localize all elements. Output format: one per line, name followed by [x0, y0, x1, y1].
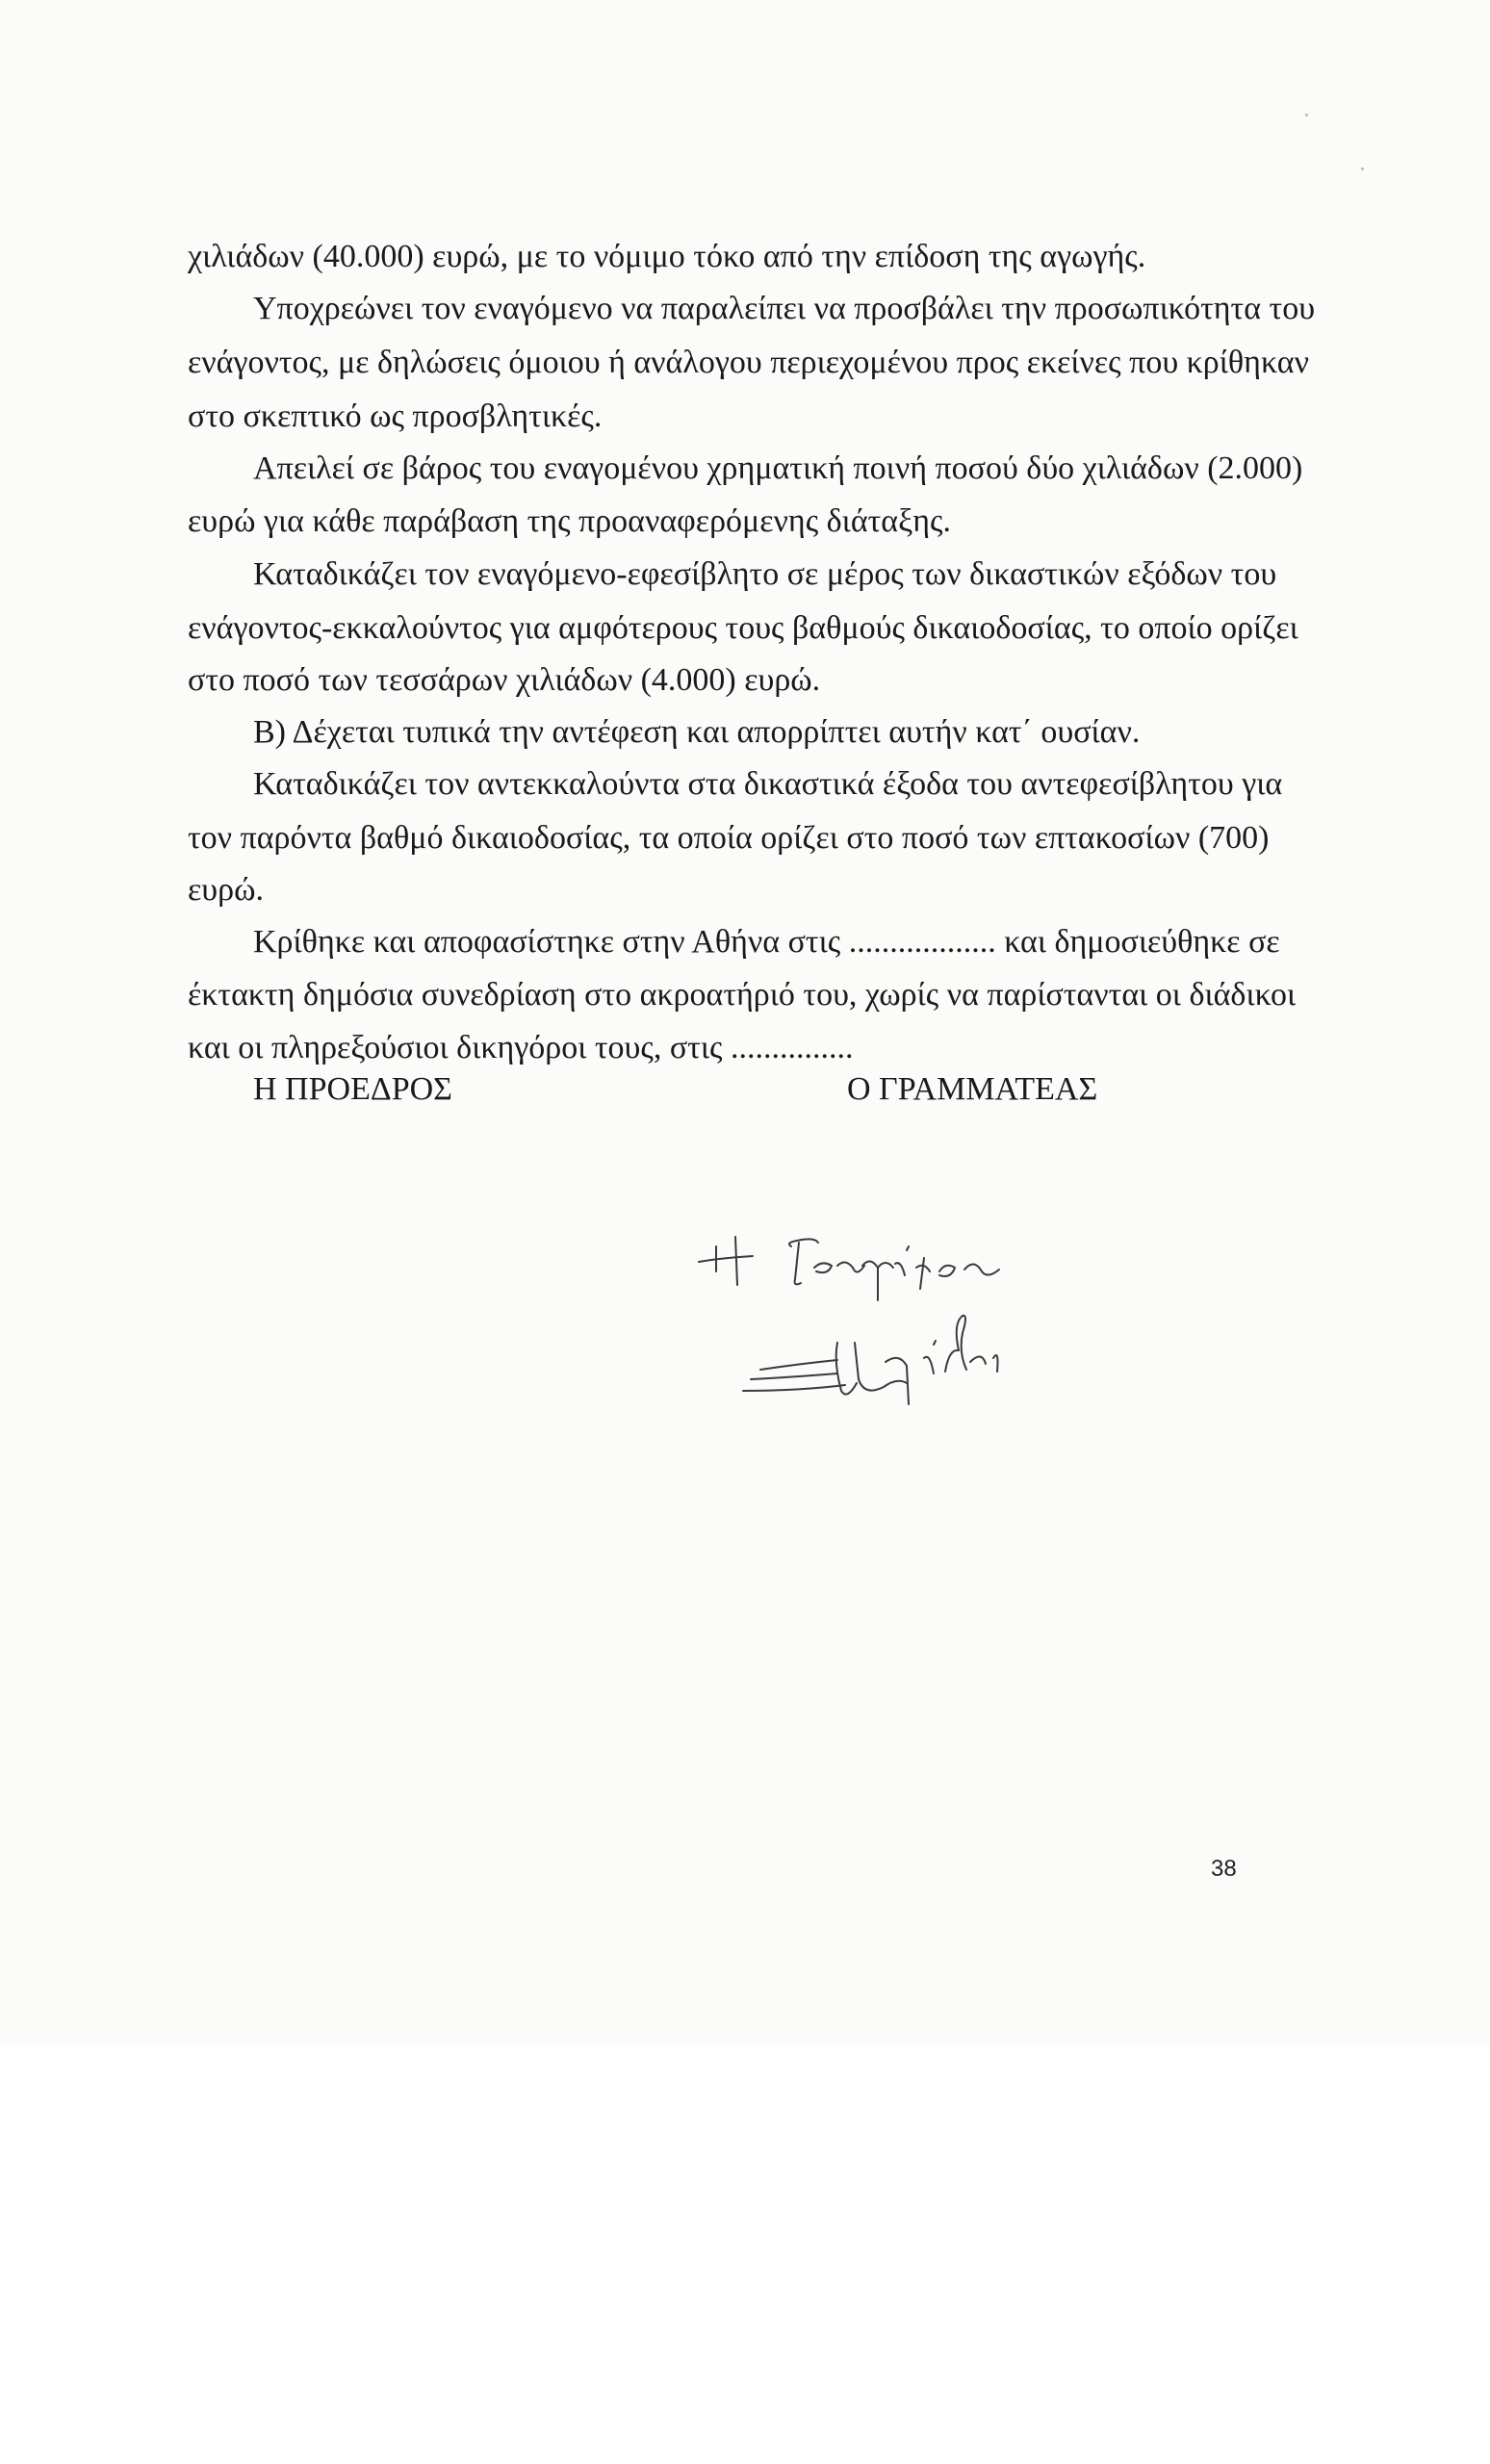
paragraph-line: ευρώ. — [188, 872, 264, 908]
paragraph-line: Απειλεί σε βάρος του εναγομένου χρηματική ποινή ποσού δύο χιλιάδων (2.000) — [253, 450, 1303, 486]
scan-speck — [1361, 167, 1364, 170]
handwritten-signature — [693, 1208, 1174, 1439]
paragraph-line: τον παρόντα βαθμό δικαιοδοσίας, τα οποία ορίζει στο ποσό των επτακοσίων (700) — [188, 820, 1270, 856]
scan-speck — [1305, 114, 1308, 116]
paragraph-line: ευρώ για κάθε παράβαση της προαναφερόμενης διάταξης. — [188, 503, 952, 539]
paragraph-line: χιλιάδων (40.000) ευρώ, με το νόμιμο τόκο από την επίδοση της αγωγής. — [188, 239, 1146, 274]
page-background — [0, 2045, 1490, 2464]
paragraph-line: στο ποσό των τεσσάρων χιλιάδων (4.000) ευρώ. — [188, 662, 821, 698]
paragraph-line: στο σκεπτικό ως προσβλητικές. — [188, 398, 603, 434]
page-number: 38 — [1211, 1856, 1237, 1882]
paragraph-line: Υποχρεώνει τον εναγόμενο να παραλείπει να προσβάλει την προσωπικότητα του — [253, 291, 1316, 326]
paragraph-line: Καταδικάζει τον αντεκκαλούντα στα δικαστικά έξοδα του αντεφεσίβλητου για — [253, 766, 1283, 802]
paragraph-line: Καταδικάζει τον εναγόμενο-εφεσίβλητο σε μέρος των δικαστικών εξόδων του — [253, 556, 1277, 592]
paragraph-line: Β) Δέχεται τυπικά την αντέφεση και απορρίπτει αυτήν κατ΄ ουσίαν. — [253, 714, 1141, 750]
paragraph-line: ενάγοντος, με δηλώσεις όμοιου ή ανάλογου περιεχομένου προς εκείνες που κρίθηκαν — [188, 345, 1309, 380]
president-label: Η ΠΡΟΕΔΡΟΣ — [253, 1071, 452, 1107]
secretary-label: Ο ΓΡΑΜΜΑΤΕΑΣ — [847, 1071, 1098, 1107]
paragraph-line: έκτακτη δημόσια συνεδρίαση στο ακροατήριό του, χωρίς να παρίστανται οι διάδικοι — [188, 977, 1297, 1013]
paragraph-line: Κρίθηκε και αποφασίστηκε στην Αθήνα στις .................. και δημοσιεύθηκε σε — [253, 924, 1280, 960]
paragraph-line: και οι πληρεξούσιοι δικηγόροι τους, στις ............... — [188, 1030, 854, 1065]
paragraph-line: ενάγοντος-εκκαλούντος για αμφότερους τους βαθμούς δικαιοδοσίας, το οποίο ορίζει — [188, 610, 1298, 646]
